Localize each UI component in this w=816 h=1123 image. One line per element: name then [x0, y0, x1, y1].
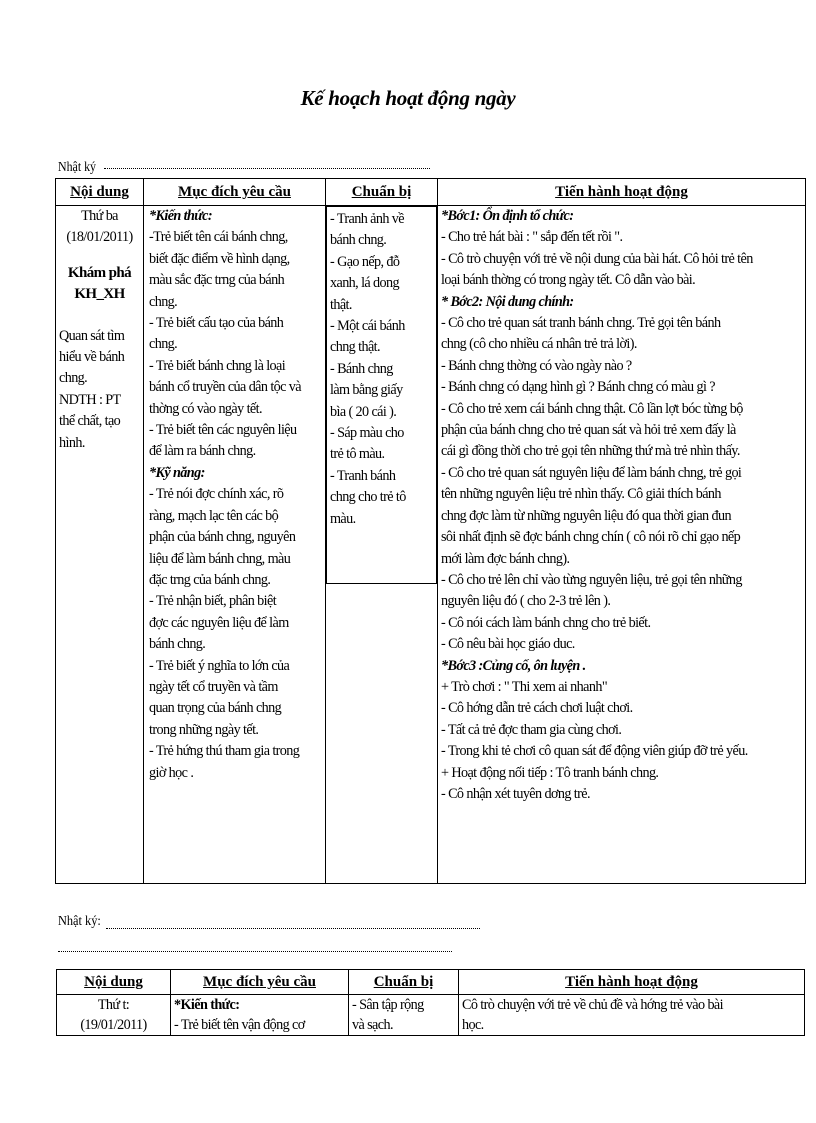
- objective-line: biết đặc điểm về hình dạng,: [149, 250, 290, 267]
- diary-label-2: Nhật ký:: [58, 914, 101, 929]
- preparation-line: - Gạo nếp, đỗ: [330, 253, 400, 270]
- objective-line: quan trọng của bánh chng: [149, 700, 282, 717]
- objective-line: - Trẻ biết cấu tạo của bánh: [149, 315, 284, 332]
- day1-mucdich-cell: [144, 206, 326, 884]
- activity-line: *Bớc3 :Củng cố, ôn luyện .: [441, 657, 586, 674]
- preparation-line: chng thật.: [330, 339, 380, 356]
- objective-line: ngày tết cổ truyền và tầm: [149, 678, 278, 695]
- col-header-mucdich: Mục đích yêu cầu: [171, 970, 349, 995]
- preparation-line: - Sân tập rộng: [352, 997, 424, 1013]
- preparation-line: - Sáp màu cho: [330, 425, 404, 442]
- objective-line: ràng, mạch lạc tên các bộ: [149, 507, 279, 524]
- objective-line: - Trẻ biết tên vận động cơ: [174, 1017, 305, 1033]
- preparation-line: làm bằng giấy: [330, 382, 403, 399]
- preparation-line: - Một cái bánh: [330, 318, 405, 335]
- day-label-line: Thứ ba: [81, 208, 118, 224]
- activity-line: - Cô cho trẻ quan sát nguyên liệu để làm bánh chng, trẻ gọi: [441, 464, 742, 481]
- objective-line: trong những ngày tết.: [149, 721, 259, 738]
- objective-line: - Trẻ nhận biết, phân biệt: [149, 593, 277, 610]
- preparation-line: bánh chng.: [330, 232, 387, 249]
- activity-line: - Cô cho trẻ xem cái bánh chng thật. Cô lần lợt bóc từng bộ: [441, 400, 743, 417]
- activity-line: Cô trò chuyện với trẻ về chủ đề và hớng trẻ vào bài: [462, 997, 723, 1013]
- activity-line: phận của bánh chng cho trẻ quan sát và hỏi trẻ xem đấy là: [441, 422, 736, 439]
- objective-line: bánh chng.: [149, 636, 206, 653]
- activity-line: + Trò chơi : " Thi xem ai nhanh": [441, 678, 608, 695]
- day1-chuanbi-cell: [326, 206, 438, 884]
- table-row: [56, 206, 806, 884]
- objective-line: - Trẻ biết tên các nguyên liệu: [149, 422, 297, 439]
- col-header-noidung: Nội dung: [57, 970, 171, 995]
- activity-line: - Cô nói cách làm bánh chng cho trẻ biết.: [441, 614, 651, 631]
- preparation-line: - Tranh ảnh về: [330, 211, 404, 227]
- activity-line: học.: [462, 1017, 484, 1033]
- objective-line: phận của bánh chng, nguyên: [149, 529, 296, 546]
- objective-line: màu sắc đặc trng của bánh: [149, 272, 285, 289]
- preparation-line: thật.: [330, 296, 352, 313]
- activity-line: - Bánh chng có dạng hình gì ? Bánh chng có màu gì ?: [441, 379, 715, 396]
- activity-line: tên những nguyên liệu trẻ nhìn thấy. Cô giải thích bánh: [441, 486, 721, 503]
- activity-line: loại bánh thờng có trong ngày tết. Cô dẫn vào bài.: [441, 272, 696, 289]
- objective-line: liệu để làm bánh chng, màu: [149, 550, 291, 567]
- objective-line: đợc các nguyên liệu để làm: [149, 614, 289, 631]
- table-header-row: [56, 179, 806, 206]
- table-header-row: [57, 970, 805, 995]
- day-label-line: (19/01/2011): [80, 1017, 147, 1033]
- activity-line: *Bớc1: Ổn định tổ chức:: [441, 208, 574, 224]
- day2-mucdich-cell: [171, 995, 349, 1036]
- activity-line: - Cô nêu bài học giáo duc.: [441, 636, 575, 653]
- activity-line: - Bánh chng thờng có vào ngày nào ?: [441, 357, 632, 374]
- topic-line: NDTH : PT: [59, 391, 121, 408]
- day2-chuanbi-cell: [349, 995, 459, 1036]
- preparation-line: - Tranh bánh: [330, 467, 396, 484]
- day1-plan-table: [55, 178, 806, 884]
- activity-line: - Cô cho trẻ lên chỉ vào từng nguyên liệu, trẻ gọi tên những: [441, 571, 742, 588]
- objective-line: - Trẻ nói đợc chính xác, rõ: [149, 486, 284, 503]
- activity-line: - Tất cả trẻ đợc tham gia cùng chơi.: [441, 721, 622, 738]
- activity-line: + Hoạt động nối tiếp : Tô tranh bánh chng.: [441, 764, 659, 781]
- objective-line: - Trẻ biết ý nghĩa to lớn của: [149, 657, 290, 674]
- col-header-noidung: Nội dung: [56, 179, 144, 206]
- activity-line: cái gì đồng thời cho trẻ gọi tên những thứ mà trẻ nhìn thấy.: [441, 443, 740, 460]
- table-row: [57, 995, 805, 1036]
- topic-line: Quan sát tìm: [59, 327, 125, 344]
- day-label-line: Thứ t:: [97, 997, 130, 1013]
- activity-line: - Trong khi tẻ chơi cô quan sát để động viên giúp đỡ trẻ yếu.: [441, 743, 748, 760]
- day1-noidung-cell: [56, 206, 144, 884]
- activity-line: * Bớc2: Nội dung chính:: [441, 293, 574, 310]
- activity-line: - Cô trò chuyện với trẻ về nội dung của bài hát. Cô hỏi trẻ tên: [441, 250, 753, 267]
- objective-line: để làm ra bánh chng.: [149, 443, 256, 460]
- objective-line: - Trẻ biết bánh chng là loại: [149, 357, 286, 374]
- preparation-line: trẻ tô màu.: [330, 446, 385, 463]
- day2-tienhanh-cell: [459, 995, 805, 1036]
- page-title: Kế hoạch hoạt động ngày: [300, 86, 516, 110]
- activity-line: nguyên liệu đó ( cho 2-3 trẻ lên ).: [441, 593, 611, 610]
- col-header-mucdich: Mục đích yêu cầu: [144, 179, 326, 206]
- activity-line: - Cô cho trẻ quan sát tranh bánh chng. Trẻ gọi tên bánh: [441, 315, 721, 332]
- activity-line: - Cô nhận xét tuyên dơng trẻ.: [441, 785, 590, 802]
- objective-line: bánh cổ truyền của dân tộc và: [149, 379, 301, 396]
- col-header-tienhanh: Tiến hành hoạt động: [438, 179, 806, 206]
- preparation-line: xanh, lá dong: [330, 275, 400, 292]
- day2-noidung-cell: [57, 995, 171, 1036]
- diary-dotted-line-2: [106, 928, 480, 929]
- day2-plan-table: [56, 969, 805, 1036]
- activity-line: sôi nhất định sẽ đợc bánh chng chín ( cô nói rõ chỉ gạo nếp: [441, 529, 741, 546]
- topic-line: thể chất, tạo: [59, 413, 121, 430]
- topic-line: hiểu về bánh: [59, 349, 125, 366]
- objective-line: -Trẻ biết tên cái bánh chng,: [149, 229, 288, 246]
- activity-line: - Cô hớng dẫn trẻ cách chơi luật chơi.: [441, 700, 633, 717]
- subject-line: KH_XH: [74, 286, 125, 303]
- objective-line: thờng có vào ngày tết.: [149, 400, 262, 417]
- objective-line: *Kỹ năng:: [149, 464, 205, 481]
- col-header-chuanbi: Chuẩn bị: [349, 970, 459, 995]
- topic-line: chng.: [59, 370, 88, 387]
- objective-line: *Kiến thức:: [174, 997, 240, 1013]
- diary-label: Nhật ký: [58, 160, 97, 175]
- objective-line: chng.: [149, 293, 178, 310]
- preparation-line: màu.: [330, 510, 356, 527]
- preparation-line: - Bánh chng: [330, 360, 393, 377]
- activity-line: mới làm đợc bánh chng).: [441, 550, 570, 567]
- objective-line: *Kiến thức:: [149, 208, 212, 224]
- activity-line: - Cho trẻ hát bài : " sắp đến tết rồi ".: [441, 229, 623, 246]
- objective-line: - Trẻ hứng thú tham gia trong: [149, 743, 300, 760]
- activity-line: chng đợc làm từ những nguyên liệu đó qua thời gian đun: [441, 507, 731, 524]
- col-header-tienhanh: Tiến hành hoạt động: [459, 970, 805, 995]
- objective-line: chng.: [149, 336, 178, 353]
- diary-dotted-line: [104, 168, 430, 169]
- preparation-line: bìa ( 20 cái ).: [330, 403, 397, 420]
- col-header-chuanbi: Chuẩn bị: [326, 179, 438, 206]
- subject-line: Khám phá: [67, 264, 132, 281]
- topic-line: hình.: [59, 434, 85, 451]
- day1-tienhanh-cell: [438, 206, 806, 884]
- day-label-line: (18/01/2011): [66, 229, 133, 246]
- activity-line: chng (cô cho nhiều cá nhân trẻ trả lời).: [441, 336, 637, 353]
- objective-line: đặc trng của bánh chng.: [149, 571, 271, 588]
- diary-dotted-line-3: [58, 951, 452, 952]
- preparation-line: chng cho trẻ tô: [330, 489, 406, 506]
- objective-line: giờ học .: [149, 764, 194, 781]
- preparation-line: và sạch.: [352, 1017, 393, 1033]
